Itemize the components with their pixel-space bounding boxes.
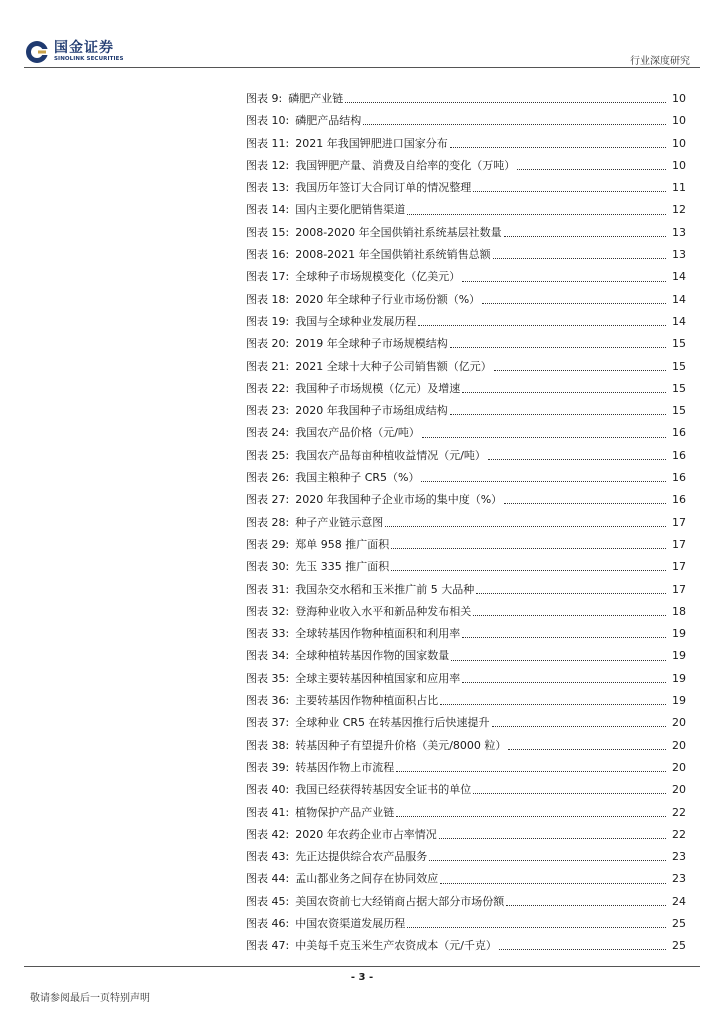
toc-entry[interactable] <box>246 891 686 913</box>
toc-entry-title: 我国主粮种子 CR5（%） <box>295 471 420 485</box>
toc-entry-title: 2008-2020 年全国供销社系统基层社数量 <box>295 225 502 239</box>
toc-entry-page: 17 <box>672 560 686 574</box>
toc-entry-label: 图表 16: <box>246 248 290 262</box>
toc-entry-page: 19 <box>672 694 686 708</box>
toc-entry-page: 15 <box>672 359 686 373</box>
toc-entry-title: 磷肥产业链 <box>288 92 344 105</box>
toc-dot-leader <box>450 413 666 415</box>
toc-entry-page: 24 <box>672 894 686 908</box>
report-category: 行业深度研究 <box>630 56 690 67</box>
toc-entry-label: 图表 12: <box>246 158 290 172</box>
toc-dot-leader <box>391 569 666 571</box>
logo-en-text: SINOLINK SECURITIES <box>54 56 124 62</box>
toc-entry[interactable] <box>246 623 686 645</box>
toc-entry-title: 2021 年我国钾肥进口国家分布 <box>295 136 448 150</box>
toc-dot-leader <box>462 636 666 638</box>
toc-entry-label: 图表 36: <box>246 694 290 708</box>
toc-entry-label: 图表 11: <box>246 136 290 150</box>
toc-entry[interactable] <box>246 133 686 155</box>
toc-entry-page: 12 <box>672 203 686 217</box>
toc-entry-title: 2019 年全球种子市场规模结构 <box>295 337 448 351</box>
toc-dot-leader <box>473 190 666 192</box>
toc-entry[interactable] <box>246 868 686 890</box>
toc-dot-leader <box>439 837 666 839</box>
toc-entry-page: 13 <box>672 225 686 239</box>
toc-entry[interactable] <box>246 601 686 623</box>
toc-entry-label: 图表 24: <box>246 426 290 440</box>
toc-entry[interactable] <box>246 668 686 690</box>
toc-entry-label: 图表 32: <box>246 604 290 618</box>
toc-entry-label: 图表 38: <box>246 738 290 752</box>
toc-entry-title: 全球种植转基因作物的国家数量 <box>295 649 450 663</box>
toc-dot-leader <box>482 302 666 304</box>
toc-entry-title: 孟山都业务之间存在协同效应 <box>295 872 439 886</box>
toc-entry[interactable] <box>246 378 686 400</box>
toc-entry-label: 图表 40: <box>246 783 290 797</box>
toc-entry-title: 2020 年全球种子行业市场份额（%） <box>295 292 481 306</box>
toc-entry-page: 20 <box>672 738 686 752</box>
toc-dot-leader <box>492 725 666 727</box>
toc-entry[interactable] <box>246 244 686 266</box>
toc-entry-title: 我国农产品价格（元/吨） <box>295 426 420 440</box>
toc-entry-label: 图表 14: <box>246 203 290 217</box>
toc-entry-title: 2020 年农药企业市占率情况 <box>295 827 437 841</box>
toc-entry-label: 图表 13: <box>246 181 290 195</box>
toc-entry-label: 图表 34: <box>246 649 290 663</box>
toc-dot-leader <box>450 346 666 348</box>
toc-entry-page: 25 <box>672 916 686 930</box>
toc-dot-leader <box>396 770 666 772</box>
toc-entry-page: 16 <box>672 471 686 485</box>
toc-entry[interactable] <box>246 489 686 511</box>
toc-entry-label: 图表 44: <box>246 872 290 886</box>
toc-entry-title: 转基因种子有望提升价格（美元/8000 粒） <box>295 738 507 752</box>
toc-dot-leader <box>473 614 666 616</box>
toc-entry[interactable] <box>246 445 686 467</box>
disclaimer-text: 敬请参阅最后一页特别声明 <box>30 993 150 1004</box>
toc-entry[interactable] <box>246 913 686 935</box>
toc-entry[interactable] <box>246 422 686 444</box>
logo-icon <box>25 40 49 64</box>
toc-entry[interactable] <box>246 757 686 779</box>
toc-entry-title: 2020 年我国种子市场组成结构 <box>295 404 448 418</box>
toc-entry-label: 图表 9: <box>246 92 283 105</box>
toc-entry-page: 20 <box>672 783 686 797</box>
toc-entry-label: 图表 29: <box>246 537 290 551</box>
toc-dot-leader <box>451 659 666 661</box>
toc-entry-label: 图表 10: <box>246 114 290 128</box>
toc-dot-leader <box>506 904 666 906</box>
toc-dot-leader <box>407 926 666 928</box>
toc-dot-leader <box>421 480 666 482</box>
toc-entry-title: 磷肥产品结构 <box>295 114 362 128</box>
toc-entry-label: 图表 23: <box>246 404 290 418</box>
toc-entry-page: 22 <box>672 805 686 819</box>
toc-entry-page: 17 <box>672 537 686 551</box>
toc-entry-page: 23 <box>672 850 686 864</box>
toc-entry-label: 图表 25: <box>246 448 290 462</box>
toc-entry-title: 2008-2021 年全国供销社系统销售总额 <box>295 248 491 262</box>
toc-entry-label: 图表 22: <box>246 381 290 395</box>
toc-entry-page: 10 <box>672 114 686 128</box>
company-logo <box>25 40 124 64</box>
toc-entry-title: 先玉 335 推广面积 <box>295 560 390 574</box>
toc-dot-leader <box>429 859 666 861</box>
toc-entry[interactable] <box>246 289 686 311</box>
toc-entry-label: 图表 33: <box>246 627 290 641</box>
toc-entry-title: 中美每千克玉米生产农资成本（元/千克） <box>295 939 497 953</box>
toc-entry-page: 19 <box>672 627 686 641</box>
toc-dot-leader <box>488 458 666 460</box>
toc-entry[interactable] <box>246 222 686 244</box>
footer-divider <box>24 966 700 967</box>
toc-entry[interactable] <box>246 177 686 199</box>
toc-entry[interactable] <box>246 199 686 221</box>
toc-entry-title: 先正达提供综合农产品服务 <box>295 850 428 864</box>
toc-entry-title: 我国历年签订大合同订单的情况整理 <box>295 181 472 195</box>
toc-entry-title: 我国已经获得转基因安全证书的单位 <box>295 783 472 797</box>
toc-entry-label: 图表 42: <box>246 827 290 841</box>
toc-entry-page: 25 <box>672 939 686 953</box>
toc-entry-label: 图表 46: <box>246 916 290 930</box>
toc-entry-label: 图表 39: <box>246 760 290 774</box>
toc-dot-leader <box>504 502 666 504</box>
toc-entry-title: 美国农资前七大经销商占据大部分市场份额 <box>295 894 505 908</box>
toc-entry-title: 全球转基因作物种植面积和利用率 <box>295 627 461 641</box>
toc-entry[interactable] <box>246 534 686 556</box>
toc-dot-leader <box>508 748 666 750</box>
toc-entry-label: 图表 15: <box>246 225 290 239</box>
toc-entry-page: 17 <box>672 582 686 596</box>
toc-entry-page: 10 <box>672 136 686 150</box>
toc-entry[interactable] <box>246 556 686 578</box>
toc-entry-title: 主要转基因作物种植面积占比 <box>295 694 439 708</box>
toc-entry-title: 我国钾肥产量、消费及自给率的变化（万吨） <box>295 158 516 172</box>
toc-entry-label: 图表 47: <box>246 939 290 953</box>
toc-dot-leader <box>363 123 666 125</box>
toc-entry[interactable] <box>246 512 686 534</box>
toc-entry[interactable] <box>246 333 686 355</box>
toc-entry[interactable] <box>246 110 686 132</box>
toc-dot-leader <box>418 324 666 326</box>
toc-entry-page: 22 <box>672 827 686 841</box>
toc-entry-title: 2020 年我国种子企业市场的集中度（%） <box>295 493 503 507</box>
toc-entry-page: 23 <box>672 872 686 886</box>
toc-entry-label: 图表 26: <box>246 471 290 485</box>
toc-entry-page: 19 <box>672 671 686 685</box>
toc-entry-page: 17 <box>672 515 686 529</box>
page-number: - 3 - <box>350 972 374 983</box>
toc-dot-leader <box>493 257 666 259</box>
toc-entry-label: 图表 19: <box>246 314 290 328</box>
toc-entry-title: 郑单 958 推广面积 <box>295 537 390 551</box>
toc-entry-page: 16 <box>672 448 686 462</box>
toc-entry-page: 16 <box>672 493 686 507</box>
toc-dot-leader <box>422 436 666 438</box>
toc-entry-title: 种子产业链示意图 <box>295 515 384 529</box>
toc-entry-label: 图表 41: <box>246 805 290 819</box>
toc-entry-title: 我国杂交水稻和玉米推广前 5 大品种 <box>295 582 475 596</box>
header-divider <box>24 67 700 68</box>
toc-dot-leader <box>462 391 666 393</box>
toc-entry-title: 植物保护产品产业链 <box>295 805 395 819</box>
toc-dot-leader <box>473 792 666 794</box>
toc-entry-page: 13 <box>672 248 686 262</box>
toc-entry-label: 图表 28: <box>246 515 290 529</box>
toc-entry[interactable] <box>246 712 686 734</box>
toc-dot-leader <box>440 882 666 884</box>
toc-entry-title: 国内主要化肥销售渠道 <box>295 203 406 217</box>
toc-dot-leader <box>476 592 666 594</box>
toc-entry-label: 图表 30: <box>246 560 290 574</box>
toc-entry-title: 我国种子市场规模（亿元）及增速 <box>295 381 461 395</box>
toc-entry[interactable] <box>246 155 686 177</box>
toc-dot-leader <box>504 235 666 237</box>
toc-entry[interactable] <box>246 735 686 757</box>
toc-entry[interactable] <box>246 802 686 824</box>
toc-entry[interactable] <box>246 88 686 110</box>
toc-entry-label: 图表 35: <box>246 671 290 685</box>
toc-entry-title: 全球主要转基因种植国家和应用率 <box>295 671 461 685</box>
toc-entry[interactable] <box>246 645 686 667</box>
toc-entry-title: 登海种业收入水平和新品种发布相关 <box>295 604 472 618</box>
toc-entry[interactable] <box>246 779 686 801</box>
toc-dot-leader <box>462 681 666 683</box>
toc-entry[interactable] <box>246 400 686 422</box>
toc-dot-leader <box>517 168 666 170</box>
toc-entry-page: 11 <box>672 181 686 195</box>
toc-dot-leader <box>407 213 666 215</box>
toc-entry-title: 全球种子市场规模变化（亿美元） <box>295 270 461 284</box>
toc-entry-page: 14 <box>672 292 686 306</box>
toc-entry-title: 全球种业 CR5 在转基因推行后快速提升 <box>295 716 490 730</box>
toc-entry-page: 15 <box>672 381 686 395</box>
toc-entry-page: 18 <box>672 604 686 618</box>
toc-entry-title: 转基因作物上市流程 <box>295 760 395 774</box>
toc-entry-page: 19 <box>672 649 686 663</box>
toc-entry-title: 2021 全球十大种子公司销售额（亿元） <box>295 359 492 373</box>
toc-entry-page: 15 <box>672 337 686 351</box>
toc-entry-title: 我国农产品每亩种植收益情况（元/吨） <box>295 448 486 462</box>
toc-dot-leader <box>494 369 666 371</box>
toc-entry-page: 14 <box>672 314 686 328</box>
toc-entry[interactable] <box>246 690 686 712</box>
toc-entry[interactable] <box>246 467 686 489</box>
toc-entry-label: 图表 43: <box>246 850 290 864</box>
toc-entry-label: 图表 27: <box>246 493 290 507</box>
toc-entry-page: 14 <box>672 270 686 284</box>
toc-entry[interactable] <box>246 846 686 868</box>
toc-dot-leader <box>450 146 666 148</box>
toc-entry[interactable] <box>246 824 686 846</box>
toc-entry-page: 20 <box>672 760 686 774</box>
toc-entry-page: 16 <box>672 426 686 440</box>
toc-dot-leader <box>440 703 666 705</box>
toc-entry-label: 图表 17: <box>246 270 290 284</box>
toc-dot-leader <box>385 525 666 527</box>
toc-dot-leader <box>462 280 666 282</box>
toc-entry-label: 图表 31: <box>246 582 290 596</box>
toc-entry-label: 图表 21: <box>246 359 290 373</box>
toc-entry-label: 图表 45: <box>246 894 290 908</box>
toc-entry-label: 图表 37: <box>246 716 290 730</box>
toc-dot-leader <box>499 948 666 950</box>
toc-entry-title: 中国农资渠道发展历程 <box>295 916 406 930</box>
toc-entry-page: 10 <box>672 92 686 105</box>
logo-cn-text: 国金证券 <box>54 40 114 56</box>
toc-entry-page: 20 <box>672 716 686 730</box>
toc-entry[interactable] <box>246 356 686 378</box>
toc-entry-label: 图表 20: <box>246 337 290 351</box>
toc-dot-leader <box>396 815 666 817</box>
toc-entry-page: 15 <box>672 404 686 418</box>
toc-entry-label: 图表 18: <box>246 292 290 306</box>
toc-entry[interactable] <box>246 935 686 957</box>
toc-entry[interactable] <box>246 311 686 333</box>
toc-entry-title: 我国与全球种业发展历程 <box>295 314 417 328</box>
table-of-figures <box>246 88 686 958</box>
toc-dot-leader <box>345 101 666 103</box>
toc-entry[interactable] <box>246 266 686 288</box>
toc-dot-leader <box>391 547 666 549</box>
page-header <box>0 0 724 72</box>
toc-entry[interactable] <box>246 579 686 601</box>
toc-entry-page: 10 <box>672 158 686 172</box>
